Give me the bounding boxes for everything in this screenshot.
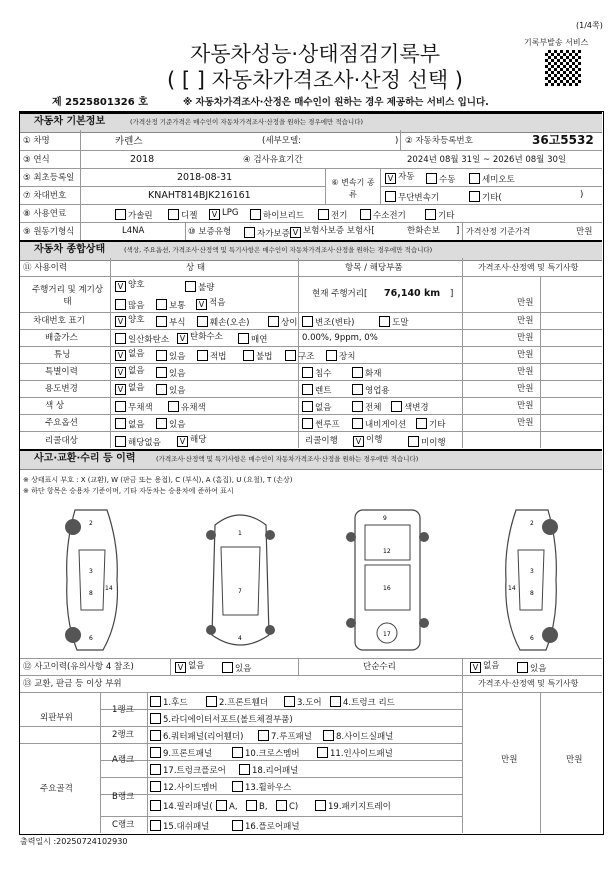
svg-text:16: 16 xyxy=(383,585,391,592)
current-mileage-label: 현재 주행거리[ xyxy=(312,289,368,299)
special-history-label: 특별이력 xyxy=(45,367,78,377)
frame-price-unit-2: 만원 xyxy=(566,755,583,765)
part-trunk-lid[interactable]: 4.트렁크 리드 xyxy=(330,696,395,708)
frame-price-unit-1: 만원 xyxy=(501,755,518,765)
page-number: (1/4쪽) xyxy=(576,21,603,30)
vin-mark-corrosion[interactable]: 부식 xyxy=(156,316,185,328)
transmission-other[interactable]: 기타( xyxy=(469,191,502,203)
transmission-label: ⑥ 변속기 종류 xyxy=(331,178,375,199)
part-floor-panel[interactable]: 16.플로어패널 xyxy=(232,820,300,832)
tuning-structure[interactable]: 구조 xyxy=(285,350,314,362)
svg-text:6: 6 xyxy=(530,635,534,642)
transmission-other-close: ) xyxy=(580,190,584,200)
color-price-unit: 만원 xyxy=(517,401,534,411)
engine-type-value: L4NA xyxy=(122,226,145,236)
part-rear-panel[interactable]: 18.리어패널 xyxy=(239,764,298,776)
color-change-none[interactable]: 없음 xyxy=(302,401,331,413)
part-door[interactable]: 3.도어 xyxy=(284,696,322,708)
simple-repair-exist[interactable]: 있음 xyxy=(517,662,546,674)
price-remark-header: 가격조사·산정액 및 특기사항 xyxy=(478,263,579,272)
overall-state-note: (색상, 주요옵션, 가격조사·산정액 및 특기사항은 매수인이 자동차가격조사·산정을 원하는 경우에만 적습니다) xyxy=(124,246,433,254)
vin-mark-damage[interactable]: 훼손(오손) xyxy=(197,316,249,328)
accident-history-title: 사고·교환·수리 등 이력 xyxy=(34,453,136,464)
rankA-label: A랭크 xyxy=(112,755,135,765)
vin-mark-different[interactable]: 상이 xyxy=(268,316,297,328)
recall-not-done[interactable]: 미이행 xyxy=(408,436,446,448)
inspection-period-value: 2024년 08월 31일 ~ 2026년 08월 30일 xyxy=(407,155,567,165)
color-change-changed[interactable]: 색변경 xyxy=(391,401,429,413)
vin-value: KNAHT814BJK216161 xyxy=(148,190,251,201)
insurer-close: ] xyxy=(456,226,460,236)
part-dash-panel[interactable]: 15.대쉬패널 xyxy=(150,820,209,832)
model-year-label: ③ 연식 xyxy=(23,155,50,165)
status-legend: ※ 상태표시 부호 : X (교환), W (판금 또는 용접), C (부식), A (흠집), U (요철), T (손상) xyxy=(23,476,293,484)
warranty-insurance[interactable]: V 보험사보증 보험사[ xyxy=(290,227,375,238)
document-number: 제 2525801326 호 xyxy=(52,97,148,108)
basic-info-note: (가격산정 기준가격은 매수인이 자동차가격조사·산정을 원하는 경우에만 적습니다) xyxy=(130,118,364,126)
detail-model-label: (세부모델: xyxy=(262,136,302,146)
special-exist[interactable]: 있음 xyxy=(156,367,185,379)
insurer-name: 한화손보 xyxy=(407,226,440,236)
recall-applicable[interactable]: V 해당 xyxy=(177,436,206,447)
transmission-manual[interactable]: 수동 xyxy=(426,173,455,185)
fuel-gasoline[interactable]: 가솔린 xyxy=(115,209,153,221)
svg-text:17: 17 xyxy=(383,631,391,638)
tuning-price-unit: 만원 xyxy=(517,350,534,360)
mileage-state-label: 주행거리 및 계기상태 xyxy=(31,285,104,307)
simple-repair-none[interactable]: V 없음 xyxy=(470,662,499,673)
usage-none[interactable]: V 없음 xyxy=(115,384,144,395)
usage-change-label: 용도변경 xyxy=(45,384,78,394)
engine-type-label: ⑨ 원동기형식 xyxy=(23,227,75,237)
first-registration-label: ⑤ 최초등록일 xyxy=(23,173,75,183)
accident-none[interactable]: V 없음 xyxy=(175,662,204,673)
part-pillar-c[interactable]: C) xyxy=(276,800,298,812)
part-pillar-a[interactable]: A, xyxy=(216,800,238,812)
car-name-value: 카렌스 xyxy=(115,136,143,147)
svg-text:4: 4 xyxy=(238,635,242,642)
svg-text:9: 9 xyxy=(383,515,387,522)
svg-text:2: 2 xyxy=(89,520,93,527)
current-mileage-value: 76,140 km xyxy=(384,288,441,299)
car-frame-diagram xyxy=(345,505,430,655)
special-price-unit: 만원 xyxy=(517,367,534,377)
vin-mark-altered[interactable]: 변조(변타) xyxy=(302,316,354,328)
rankB-label: B랭크 xyxy=(112,792,135,802)
part-inside-panel[interactable]: 11.인사이드패널 xyxy=(317,747,393,759)
tuning-exist[interactable]: 있음 xyxy=(156,350,185,362)
abnormal-parts-label: ⑬ 교환, 판금 등 이상 부위 xyxy=(23,679,122,689)
main-frame-label: 주요골격 xyxy=(40,784,73,794)
mileage-normal[interactable]: 보통 xyxy=(156,299,185,311)
svg-text:7: 7 xyxy=(238,588,242,595)
detail-model-close: ) xyxy=(395,136,399,146)
basic-info-title: 자동차 기본정보 xyxy=(34,116,106,127)
car-name-label: ① 차명 xyxy=(23,136,50,146)
first-registration-value: 2018-08-31 xyxy=(177,172,233,183)
svg-text:14: 14 xyxy=(508,585,516,592)
usage-rent[interactable]: 렌트 xyxy=(302,384,331,396)
simple-repair-label: 단순수리 xyxy=(363,662,396,672)
color-chromatic[interactable]: 유채색 xyxy=(168,401,206,413)
part-wheel-house[interactable]: 13.휠하우스 xyxy=(232,781,291,793)
special-none[interactable]: V 없음 xyxy=(115,367,144,378)
mileage-many[interactable]: 많음 xyxy=(115,299,144,311)
option-none[interactable]: 없음 xyxy=(115,418,144,430)
rank2-label: 2랭크 xyxy=(112,730,134,740)
document-title: 자동차성능·상태점검기록부 xyxy=(189,42,441,66)
option-exist[interactable]: 있음 xyxy=(156,418,185,430)
fuel-other[interactable]: 기타 xyxy=(425,209,454,221)
svg-text:8: 8 xyxy=(530,590,534,597)
recall-done[interactable]: V 이행 xyxy=(353,436,382,447)
tuning-illegal[interactable]: 불법 xyxy=(243,350,272,362)
special-flood[interactable]: 침수 xyxy=(302,367,331,379)
svg-text:3: 3 xyxy=(89,568,93,575)
recall-not-applicable[interactable]: 해당없음 xyxy=(115,436,161,448)
model-year-value: 2018 xyxy=(130,154,155,165)
price-base-label: 가격산정 기준가격 xyxy=(466,227,531,236)
svg-text:6: 6 xyxy=(89,635,93,642)
tuning-none[interactable]: V 없음 xyxy=(115,350,144,361)
warranty-label: ⑩ 보증유형 xyxy=(188,227,232,237)
emission-smoke[interactable]: 매연 xyxy=(238,333,267,345)
usage-exist[interactable]: 있음 xyxy=(156,384,185,396)
item-part-header: 항목 / 해당부품 xyxy=(345,263,403,273)
part-side-sill-panel[interactable]: 8.사이드실패널 xyxy=(323,730,393,742)
part-pillar-b[interactable]: B, xyxy=(246,800,268,812)
color-achromatic[interactable]: 무채색 xyxy=(115,401,153,413)
part-pillar-panel[interactable]: 14.필러패널( xyxy=(150,800,213,812)
part-front-fender[interactable]: 2.프론트휀더 xyxy=(206,696,268,708)
part-hood[interactable]: 1.후드 xyxy=(150,696,188,708)
svg-text:8: 8 xyxy=(89,590,93,597)
fuel-lpg[interactable]: V LPG xyxy=(209,209,238,220)
vin-mark-label: 차대번호 표기 xyxy=(33,316,85,326)
qr-code-icon xyxy=(545,50,581,86)
passenger-car-note: ※ 하단 항목은 승용차 기준이며, 기타 자동차는 승용차에 준하여 표시 xyxy=(23,487,234,495)
car-right-side-diagram xyxy=(488,505,578,655)
mileage-good[interactable]: V 양호 xyxy=(115,281,144,292)
svg-text:2: 2 xyxy=(530,520,534,527)
mileage-price-unit: 만원 xyxy=(517,298,534,308)
color-label: 색 상 xyxy=(45,401,65,411)
car-top-diagram xyxy=(203,505,278,655)
option-other[interactable]: 기타 xyxy=(416,418,445,430)
emission-price-unit: 만원 xyxy=(517,333,534,343)
emission-co[interactable]: 일산화탄소 xyxy=(115,333,169,345)
option-navigation[interactable]: 내비게이션 xyxy=(352,418,406,430)
fuel-hybrid[interactable]: 하이브리드 xyxy=(250,209,304,221)
part-cross-member[interactable]: 10.크로스멤버 xyxy=(232,747,300,759)
warranty-self[interactable]: 자가보증 xyxy=(244,227,290,239)
recall-target-label: 리콜대상 xyxy=(45,436,78,446)
overall-state-title: 자동차 종합상태 xyxy=(34,244,106,255)
vin-mark-smeared[interactable]: 도말 xyxy=(379,316,408,328)
fuel-electric[interactable]: 전기 xyxy=(318,209,347,221)
svg-text:1: 1 xyxy=(238,530,242,537)
inspection-period-label: ④ 검사유효기간 xyxy=(243,155,303,165)
parts-price-header: 가격조사·산정액 및 특기사항 xyxy=(478,679,579,688)
registration-number-value: 36고5532 xyxy=(532,133,594,147)
svg-text:14: 14 xyxy=(105,585,113,592)
state-header: 상 태 xyxy=(186,263,206,273)
current-mileage-close: ] xyxy=(450,289,454,299)
outer-panel-label: 외판부위 xyxy=(40,713,73,723)
rank1-label: 1랭크 xyxy=(112,705,134,715)
part-quarter-panel[interactable]: 6.쿼터패널(리어휀더) xyxy=(150,730,243,742)
part-front-panel[interactable]: 9.프론트패널 xyxy=(150,747,212,759)
vin-mark-good[interactable]: V 양호 xyxy=(115,316,144,327)
vin-mark-price-unit: 만원 xyxy=(517,316,534,326)
mileage-few[interactable]: V 적음 xyxy=(196,299,225,310)
main-option-label: 주요옵션 xyxy=(45,418,78,428)
document-subtitle: ( [ ] 자동차가격조사·산정 선택 ) xyxy=(167,68,463,92)
emission-hc[interactable]: V 탄화수소 xyxy=(177,333,223,344)
price-base-unit: 만원 xyxy=(576,227,593,237)
tuning-legal[interactable]: 적법 xyxy=(197,350,226,362)
usage-price-unit: 만원 xyxy=(517,384,534,394)
svg-text:12: 12 xyxy=(383,548,391,555)
usage-business[interactable]: 영업용 xyxy=(352,384,390,396)
color-change-full[interactable]: 전체 xyxy=(352,401,381,413)
transmission-cvt[interactable]: 무단변속기 xyxy=(385,191,439,203)
print-datetime: 출력일시 :20250724102930 xyxy=(20,837,128,846)
option-sunroof[interactable]: 썬루프 xyxy=(302,418,340,430)
emission-label: 배출가스 xyxy=(45,333,78,343)
part-package-tray[interactable]: 19.패키지트레이 xyxy=(315,800,391,812)
fuel-hydrogen[interactable]: 수소전기 xyxy=(360,209,406,221)
vin-label: ⑦ 차대번호 xyxy=(23,191,67,201)
car-left-side-diagram xyxy=(45,505,135,655)
transmission-semi-auto[interactable]: 세미오토 xyxy=(469,173,515,185)
tuning-device[interactable]: 장치 xyxy=(326,350,355,362)
accident-history-note: (가격조사·산정액 및 특기사항은 매수인이 자동차가격조사·산정을 원하는 경우에만 적습니다) xyxy=(156,455,419,463)
usage-history-header: ⑪ 사용이력 xyxy=(23,263,68,273)
accident-exist[interactable]: 있음 xyxy=(222,662,251,674)
special-fire[interactable]: 화재 xyxy=(352,367,381,379)
price-service-notice: ※ 자동차가격조사·산정은 매수인이 원하는 경우 제공하는 서비스 입니다. xyxy=(183,97,489,108)
rankC-label: C랭크 xyxy=(112,820,135,830)
emission-values: 0.00%, 9ppm, 0% xyxy=(302,333,378,343)
option-price-unit: 만원 xyxy=(517,418,534,428)
part-trunk-floor[interactable]: 17.트렁크플로어 xyxy=(150,764,226,776)
registration-number-label: ② 자동차등록번호 xyxy=(405,136,473,146)
service-label: 기록부발송 서비스 xyxy=(524,38,589,47)
fuel-label: ⑧ 사용연료 xyxy=(23,209,67,219)
transmission-auto[interactable]: V 자동 xyxy=(385,173,414,184)
svg-text:3: 3 xyxy=(530,568,534,575)
fuel-diesel[interactable]: 디젤 xyxy=(168,209,197,221)
part-roof-panel[interactable]: 7.루프패널 xyxy=(258,730,312,742)
part-side-member[interactable]: 12.사이드멤버 xyxy=(150,781,218,793)
mileage-bad[interactable]: 불량 xyxy=(185,281,214,293)
accident-history-label: ⑫ 사고이력(유의사항 4 참조) xyxy=(23,662,134,672)
tuning-label: 튜닝 xyxy=(54,350,71,360)
recall-performance-label: 리콜이행 xyxy=(305,436,338,446)
part-radiator-support[interactable]: 5.라디에이터서포트(볼트체결부품) xyxy=(150,713,293,725)
